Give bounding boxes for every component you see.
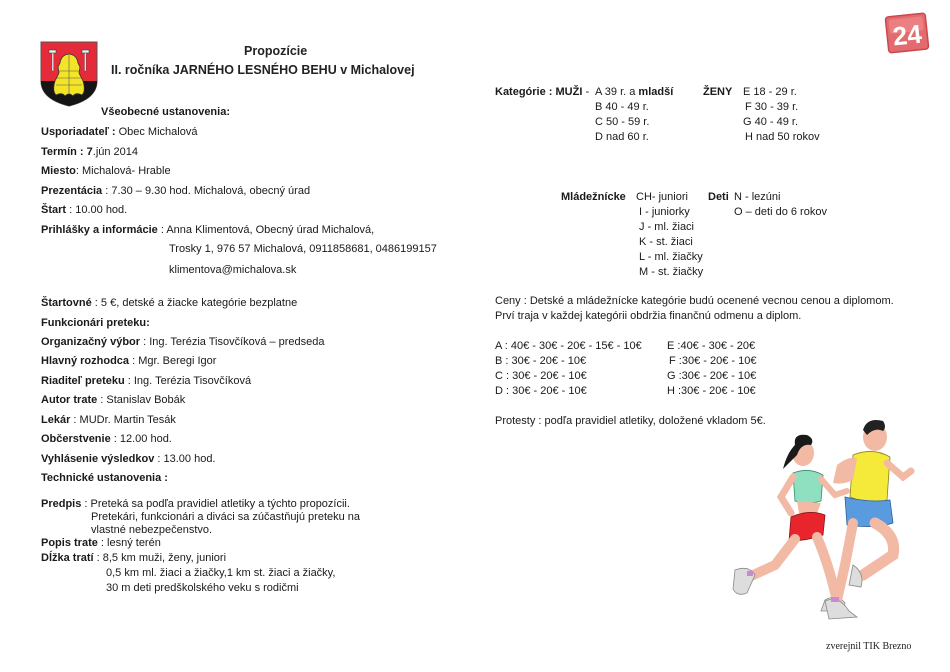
prize-row-women: E :40€ - 30€ - 20€ (667, 340, 756, 352)
rules-label: Predpis (41, 498, 82, 510)
contact-value: : Anna Klimentová, Obecný úrad Michalová, (157, 224, 375, 236)
kids-category: O – deti do 6 rokov (734, 206, 827, 218)
track-length-value: : 8,5 km muži, ženy, juniori (93, 552, 227, 564)
start-label: Štart (41, 204, 67, 216)
chief-judge-value: : Mgr. Beregi Igor (129, 355, 217, 367)
refreshments-row (41, 432, 172, 446)
track-length-line: 30 m deti predškolského veku s rodičmi (106, 582, 299, 594)
prize-row-women: G :30€ - 20€ - 10€ (667, 370, 757, 382)
men-label: MUŽI (555, 86, 583, 98)
start-value: : 10.00 hod. (66, 204, 128, 216)
youth-category: M - st. žiačky (639, 266, 704, 278)
publisher-credit: zverejnil TIK Brezno (826, 641, 912, 652)
kids-category: N - lezúni (734, 191, 781, 203)
fee-label: Štartovné (41, 297, 92, 309)
page-title: Propozície (244, 44, 308, 58)
date-row (41, 145, 138, 159)
page-subtitle: II. ročníka JARNÉHO LESNÉHO BEHU v Michalovej (111, 63, 415, 77)
women-category: H nad 50 rokov (745, 131, 820, 143)
track-author-row (41, 393, 185, 407)
organizer-label: Usporiadateľ : (41, 126, 116, 138)
track-length-label: Dĺžka tratí (41, 552, 94, 564)
track-author-value: : Stanislav Bobák (97, 394, 186, 406)
men-category: B 40 - 49 r. (595, 101, 649, 113)
contact-email-link[interactable]: klimentova@michalova.sk (169, 264, 297, 276)
track-length-line: 0,5 km ml. žiaci a žiačky,1 km st. žiaci a žiačky, (106, 567, 336, 579)
general-heading: Všeobecné ustanovenia: (101, 106, 230, 118)
results-label: Vyhlásenie výsledkov (41, 453, 155, 465)
rules-line: Pretekári, funkcionári a diváci sa zúčastňujú preteku na (91, 511, 361, 523)
refreshments-value: : 12.00 hod. (110, 433, 172, 445)
women-category: E 18 - 29 r. (743, 86, 797, 98)
rules-value: : Preteká sa podľa pravidiel atletiky a týchto propozícii. (81, 498, 350, 510)
women-label: ŽENY (703, 86, 733, 98)
women-category: F 30 - 39 r. (745, 101, 799, 113)
protests-text: Protesty : podľa pravidiel atletiky, doložené vkladom 5€. (495, 415, 766, 427)
organizer-value: Obec Michalová (115, 126, 198, 138)
refreshments-label: Občerstvenie (41, 433, 111, 445)
track-author-label: Autor trate (41, 394, 98, 406)
date-value: .jún 2014 (92, 146, 139, 158)
date-label: Termín : 7 (41, 146, 93, 158)
men-category: A 39 r. a mladší (595, 86, 674, 98)
prize-row-women: F :30€ - 20€ - 10€ (669, 355, 757, 367)
chief-judge-row (41, 354, 216, 368)
contact-label: Prihlášky a informácie (41, 224, 158, 236)
contact-address: Trosky 1, 976 57 Michalová, 0911858681, 0486199157 (169, 243, 437, 255)
prizes-text: Ceny : Detské a mládežnícke kategórie budú ocenené vecnou cenou a diplomom. (495, 295, 894, 307)
technical-heading: Technické ustanovenia : (41, 472, 168, 484)
organizer-row (41, 125, 197, 139)
youth-category: K - st. žiaci (639, 236, 693, 248)
prize-row-men: C : 30€ - 20€ - 10€ (495, 370, 587, 382)
youth-label: Mládežnícke (561, 191, 626, 203)
svg-text:24: 24 (891, 18, 924, 52)
fee-value: : 5 €, detské a žiacke kategórie bezplatne (91, 297, 298, 309)
track-description-value: : lesný terén (97, 537, 161, 549)
track-description-row (41, 536, 161, 550)
race-director-value: : Ing. Terézia Tisovčíková (124, 375, 252, 387)
results-row (41, 452, 216, 466)
men-category: C 50 - 59 r. (595, 116, 650, 128)
track-length-row (41, 551, 226, 565)
runners-illustration-icon (725, 405, 920, 630)
committee-label: Organizačný výbor (41, 336, 141, 348)
doctor-value: : MUDr. Martin Tesák (70, 414, 176, 426)
categories-label: Kategórie : MUŽI - (495, 86, 590, 98)
race-director-row (41, 374, 251, 388)
committee-row (41, 335, 325, 349)
track-description-label: Popis trate (41, 537, 98, 549)
doctor-label: Lekár (41, 414, 71, 426)
women-category: G 40 - 49 r. (743, 116, 799, 128)
youth-category: J - ml. žiaci (639, 221, 694, 233)
venue-row (41, 164, 171, 178)
registration-time-label: Prezentácia (41, 185, 103, 197)
prize-row-women: H :30€ - 20€ - 10€ (667, 385, 756, 397)
race-director-label: Riaditeľ preteku (41, 375, 125, 387)
coat-of-arms-icon (40, 41, 98, 107)
contact-row (41, 223, 374, 237)
youth-category: L - ml. žiačky (639, 251, 703, 263)
rules-row (41, 497, 350, 511)
chief-judge-label: Hlavný rozhodca (41, 355, 130, 367)
youth-category: CH- juniori (636, 191, 688, 203)
venue-label: Miesto (41, 165, 76, 177)
prize-row-men: D : 30€ - 20€ - 10€ (495, 385, 587, 397)
committee-value: : Ing. Terézia Tisovčíková – predseda (140, 336, 325, 348)
prizes-text: Prví traja v každej kategórii obdržia finančnú odmenu a diplom. (495, 310, 802, 322)
results-value: : 13.00 hod. (154, 453, 216, 465)
venue-value: : Michalová- Hrable (75, 165, 171, 177)
men-category: D nad 60 r. (595, 131, 649, 143)
youth-category: I - juniorky (639, 206, 690, 218)
start-row (41, 203, 127, 217)
doctor-row (41, 413, 176, 427)
prize-row-men: A : 40€ - 30€ - 20€ - 15€ - 10€ (495, 340, 642, 352)
prize-row-men: B : 30€ - 20€ - 10€ (495, 355, 587, 367)
registration-time-row (41, 184, 310, 198)
registration-time-value: : 7.30 – 9.30 hod. Michalová, obecný úrad (102, 185, 311, 197)
rules-line: vlastné nebezpečenstvo. (91, 524, 213, 536)
officials-heading: Funkcionári preteku: (41, 317, 150, 329)
24-logo-icon (883, 12, 931, 54)
fee-row (41, 296, 297, 310)
kids-label: Deti (708, 191, 729, 203)
